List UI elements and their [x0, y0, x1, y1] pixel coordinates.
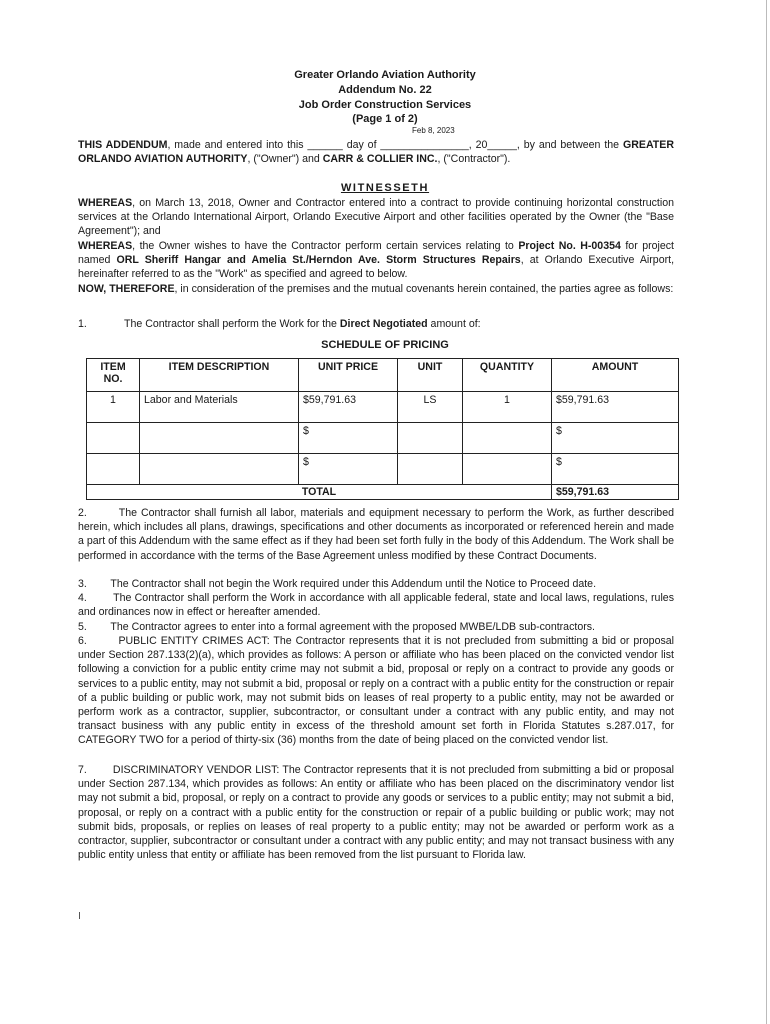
whereas-2-text-1: , the Owner wishes to have the Contractor perform certain services relating to — [132, 240, 519, 252]
col-header-quantity: QUANTITY — [463, 359, 552, 392]
col-header-unit-price: UNIT PRICE — [299, 359, 398, 392]
cell-item-no: 1 — [87, 392, 140, 423]
item-5-paragraph: 5. The Contractor agrees to enter into a formal agreement with the proposed MWBE/LDB sub-contractors. — [78, 621, 595, 633]
cell-unit: LS — [398, 392, 463, 423]
intro-lead: THIS ADDENDUM — [78, 139, 168, 151]
whereas-paragraph-1 — [78, 196, 674, 239]
item-1-number: 1. — [78, 318, 87, 330]
table-row — [87, 423, 679, 454]
header-service: Job Order Construction Services — [298, 99, 472, 111]
now-therefore-lead: NOW, THEREFORE — [78, 283, 175, 295]
header-addendum: Addendum No. 22 — [338, 84, 432, 96]
intro-paragraph — [78, 138, 674, 166]
item-1-text-2: amount of: — [427, 318, 481, 330]
pricing-table — [86, 358, 679, 500]
intro-text-1: , made and entered into this ______ day of _______________, 20_____, by and between the — [167, 139, 623, 151]
cell-quantity — [463, 423, 552, 454]
project-number: Project No. H-00354 — [518, 240, 621, 252]
header-page-number: (Page 1 of 2) — [352, 113, 418, 125]
cell-unit — [398, 423, 463, 454]
project-name: ORL Sheriff Hangar and Amelia St./Herndon Ave. Storm Structures Repairs — [116, 254, 521, 267]
col-header-description: ITEM DESCRIPTION — [140, 359, 299, 392]
total-row — [87, 485, 679, 500]
cell-quantity: 1 — [463, 392, 552, 423]
header-authority: Greater Orlando Aviation Authority — [294, 69, 476, 81]
cell-quantity — [463, 454, 552, 485]
owner-name: GREATER ORLANDO AVIATION AUTHORITY — [78, 139, 674, 166]
total-value: $59,791.63 — [552, 485, 679, 500]
col-header-unit: UNIT — [398, 359, 463, 392]
item-2-paragraph: 2. The Contractor shall furnish all labor, materials and equipment necessary to perform the Work, as further described herein, which includes all plans, drawings, specifications and other documents as incorporated or referenced herein and made a part of this Addendum with the same effect as if they had been set forth fully in the body of this Addendum. The Work shall be performed in accordance with the terms of the Base Agreement unless modified by these Contract Documents. — [78, 507, 674, 562]
total-label: TOTAL — [87, 485, 552, 500]
now-therefore-paragraph — [78, 282, 674, 296]
table-header-row — [87, 359, 679, 392]
item-1-paragraph — [78, 317, 674, 331]
cell-unit-price: $ — [299, 423, 398, 454]
item-4-paragraph: 4. The Contractor shall perform the Work in accordance with all applicable federal, state and local laws, regulations, rules and ordinances now in effect or hereafter amended. — [78, 592, 674, 619]
item-1-text-1: The Contractor shall perform the Work for the — [124, 318, 340, 330]
witnesseth-heading: WITNESSETH — [340, 182, 430, 194]
cell-amount: $ — [552, 454, 679, 485]
whereas-2-lead: WHEREAS — [78, 240, 133, 252]
cell-description: Labor and Materials — [140, 392, 299, 423]
cell-amount: $ — [552, 423, 679, 454]
whereas-paragraph-2 — [78, 239, 674, 282]
now-therefore-text: , in consideration of the premises and the mutual covenants herein contained, the parties agree as follows: — [174, 283, 674, 295]
cell-item-no — [87, 423, 140, 454]
col-header-amount: AMOUNT — [552, 359, 679, 392]
whereas-2-text-3: , at Orlando Executive Airport, hereinafter referred to as the "Work" as specified and agreed to below. — [78, 254, 675, 281]
contractor-name: CARR & COLLIER INC. — [322, 153, 438, 166]
cell-amount: $59,791.63 — [552, 392, 679, 423]
item-3-paragraph: 3. The Contractor shall not begin the Work required under this Addendum until the Notice to Proceed date. — [78, 578, 597, 590]
whereas-1-lead: WHEREAS — [78, 197, 133, 209]
whereas-2-text-2: for project named — [78, 240, 674, 267]
cell-unit-price: $ — [299, 454, 398, 485]
cell-item-no — [87, 454, 140, 485]
cell-unit — [398, 454, 463, 485]
intro-text-2: , ("Owner") and — [247, 153, 323, 166]
item-6-paragraph: 6. PUBLIC ENTITY CRIMES ACT: The Contractor represents that it is not precluded from submitting a bid or proposal under Section 287.133(2)(a), which provides as follows: A person or affiliate who has been placed on the convicted vendor list following a conviction for a public entity crime may not submit a bid, proposal or reply on a contract to provide any goods or services to a public entity, may not submit a bid, proposal or reply on a contract with a public entity for the construction or repair of a public building or public work, may not submit bids on leases of real property to a public entity, may not be awarded or perform work as a contractor, supplier, subcontractor, or consultant under a contract with any public entity, and may not transact business with any public entity in excess of the threshold amount set forth in Florida Statutes s.287.017, for CATEGORY TWO for a period of thirty-six (36) months from the date of being placed on the convicted vendor list. — [78, 635, 674, 747]
page-edge — [766, 0, 767, 1024]
item-1-bold: Direct Negotiated — [339, 318, 428, 330]
cell-unit-price: $59,791.63 — [299, 392, 398, 423]
col-header-item-no: ITEM NO. — [87, 359, 140, 392]
date-stamp: Feb 8, 2023 — [412, 126, 455, 135]
scan-mark — [79, 912, 80, 919]
whereas-1-text: , on March 13, 2018, Owner and Contractor entered into a contract to provide continuing horizontal construction services at the Orlando International Airport, Orlando Executive Airport and other facilities operated by the Owner (the "Base Agreement"); and — [78, 197, 674, 238]
table-row — [87, 454, 679, 485]
cell-description — [140, 454, 299, 485]
table-row — [87, 392, 679, 423]
cell-description — [140, 423, 299, 454]
schedule-title: SCHEDULE OF PRICING — [321, 339, 449, 351]
intro-text-3: , ("Contractor"). — [437, 153, 511, 166]
item-7-paragraph: 7. DISCRIMINATORY VENDOR LIST: The Contractor represents that it is not precluded from submitting a bid or proposal under Section 287.134, which provides as follows: An entity or affiliate who has been placed on the discriminatory vendor list may not submit a bid, proposal, or reply on a contract to provide any goods or services to a public entity; may not submit a bid, proposal, or reply on a contract with a public entity for the construction or repair of a public building or public work; may not submit bids, proposals, or replies on leases of real property to a public entity; may not be awarded or perform work as a contractor, supplier, subcontractor or consultant under a contract with any public entity; and may not transact business with any public entity unless that entity or affiliate has been removed from the list pursuant to Florida law. — [78, 764, 674, 862]
